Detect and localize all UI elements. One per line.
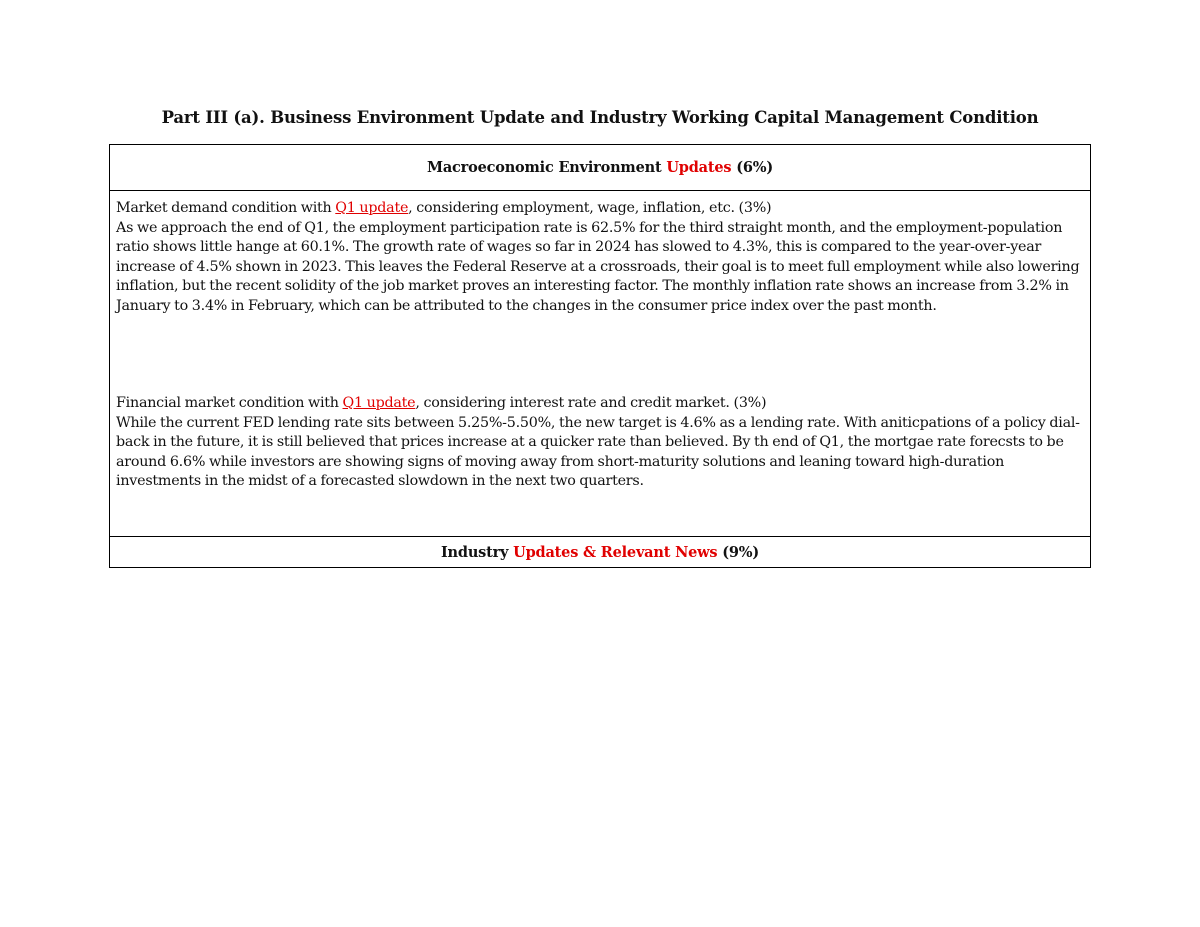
macro-header-row [110,145,1091,191]
macro-header-suffix: (6%) [736,159,773,176]
page-title: Part III (a). Business Environment Update and Industry Working Capital Management Condition [161,108,1039,127]
financial-market-body: While the current FED lending rate sits between 5.25%-5.50%, the new target is 4.6% as a lending rate. With aniticpations of a policy dial-back in the future, it is still believed that prices increase at a quicker rate than believed. By th end of Q1, the mortgae rate forecsts to be around 6.6% while investors are showing signs of moving away from short-maturity solutions and leaning toward high-duration investments in the midst of a forecasted slowdown in the next two quarters. [116,414,1080,489]
paragraph-spacer [116,316,1084,394]
macro-section-header [110,145,1091,191]
market-demand-q1-update-link[interactable]: Q1 update [335,200,409,216]
financial-market-q1-update-link[interactable]: Q1 update [342,395,416,411]
industry-header-accent: Updates & Relevant News [513,543,718,561]
market-demand-body: As we approach the end of Q1, the employment participation rate is 62.5% for the third straight month, and the employment-population ratio shows little hange at 60.1%. The growth rate of wages so far in 2024 has slowed to 4.3%, this is compared to the year-over-year increase of 4.5% shown in 2023. This leaves the Federal Reserve at a crossroads, their goal is to meet full employment while also lowering inflation, but the recent solidity of the job market proves an interesting factor. The monthly inflation rate shows an increase from 3.2% in January to 3.4% in February, which can be attributed to the changes in the consumer price index over the past month. [116,219,1080,314]
financial-market-prompt-prefix: Financial market condition with [116,395,339,411]
industry-header-suffix: (9%) [722,543,760,561]
macro-header-prefix: Macroeconomic Environment [427,159,662,176]
macro-header-accent: Updates [666,159,732,176]
macro-body-row [110,191,1091,537]
financial-market-prompt-suffix: , considering interest rate and credit market. (3%) [415,395,767,411]
financial-market-prompt [116,394,1084,414]
industry-section-header [110,537,1091,568]
market-demand-prompt-suffix: , considering employment, wage, inflation, etc. (3%) [408,200,772,216]
market-demand-prompt-prefix: Market demand condition with [116,200,332,216]
macro-section-body[interactable] [110,191,1091,537]
industry-header-row [110,537,1091,568]
market-demand-prompt [116,199,1084,219]
business-environment-table [109,144,1091,568]
industry-header-prefix: Industry [440,543,509,561]
